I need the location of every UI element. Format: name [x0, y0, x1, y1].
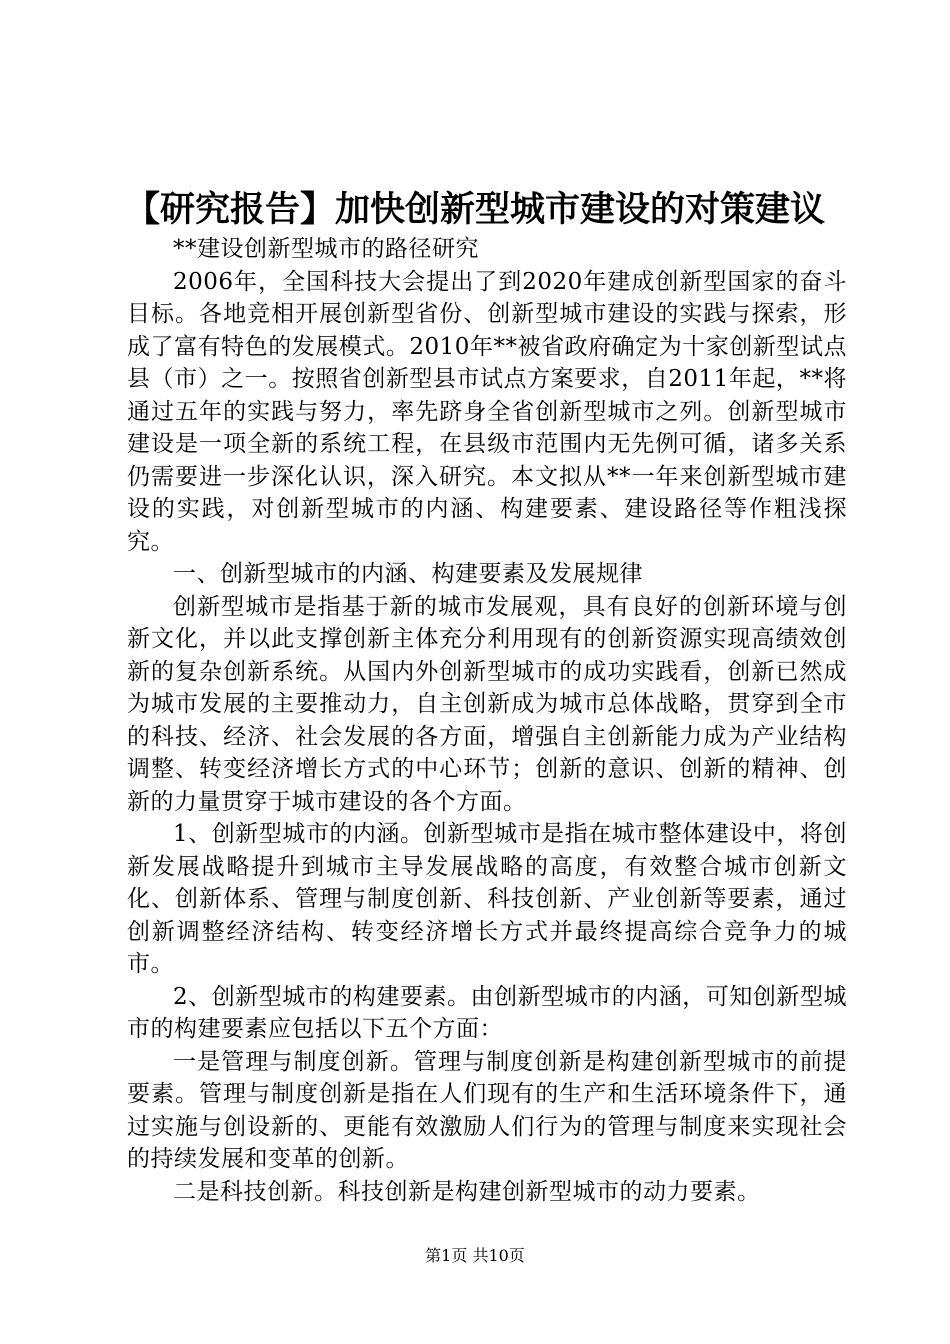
- body-paragraph: 二是科技创新。科技创新是构建创新型城市的动力要素。: [173, 1178, 761, 1205]
- body-paragraph: 2、创新型城市的构建要素。由创新型城市的内涵，可知创新型城市的构建要素应包括以下五个方面：: [127, 983, 847, 1042]
- section-heading: 一、创新型城市的内涵、构建要素及发展规律: [173, 561, 643, 587]
- page-footer: 第1页 共10页: [425, 1246, 525, 1265]
- body-paragraph: 2006年，全国科技大会提出了到2020年建成创新型国家的奋斗目标。各地竞相开展创新型省份、创新型城市建设的实践与探索，形成了富有特色的发展模式。2010年**被省政府确定为十家创新型试点县（市）之一。按照省创新型县市试点方案要求，自2011年起，**将通过五年的实践与努力，率先跻身全省创新型城市之列。创新型城市建设是一项全新的系统工程，在县级市范围内无先例可循，诸多关系仍需要进一步深化认识，深入研究。本文拟从**一年来创新型城市建设的实践，对创新型城市的内涵、构建要素、建设路径等作粗浅探究。: [127, 268, 847, 555]
- document-title: 【研究报告】加快创新型城市建设的对策建议: [124, 189, 825, 230]
- subtitle-paragraph: **建设创新型城市的路径研究: [173, 236, 479, 262]
- body-paragraph: 创新型城市是指基于新的城市发展观，具有良好的创新环境与创新文化，并以此支撑创新主体充分利用现有的创新资源实现高绩效创新的复杂创新系统。从国内外创新型城市的成功实践看，创新已然成为城市发展的主要推动力，自主创新成为城市总体战略，贯穿到全市的科技、经济、社会发展的各方面，增强自主创新能力成为产业结构调整、转变经济增长方式的中心环节；创新的意识、创新的精神、创新的力量贯穿于城市建设的各个方面。: [127, 593, 847, 815]
- document-body: [127, 233, 847, 1208]
- body-paragraph: 1、创新型城市的内涵。创新型城市是指在城市整体建设中，将创新发展战略提升到城市主导发展战略的高度，有效整合城市创新文化、创新体系、管理与制度创新、科技创新、产业创新等要素，通过创新调整经济结构、转变经济增长方式并最终提高综合竞争力的城市。: [127, 821, 847, 977]
- body-paragraph: 一是管理与制度创新。管理与制度创新是构建创新型城市的前提要素。管理与制度创新是指在人们现有的生产和生活环境条件下，通过实施与创设新的、更能有效激励人们行为的管理与制度来实现社会的持续发展和变革的创新。: [127, 1048, 847, 1172]
